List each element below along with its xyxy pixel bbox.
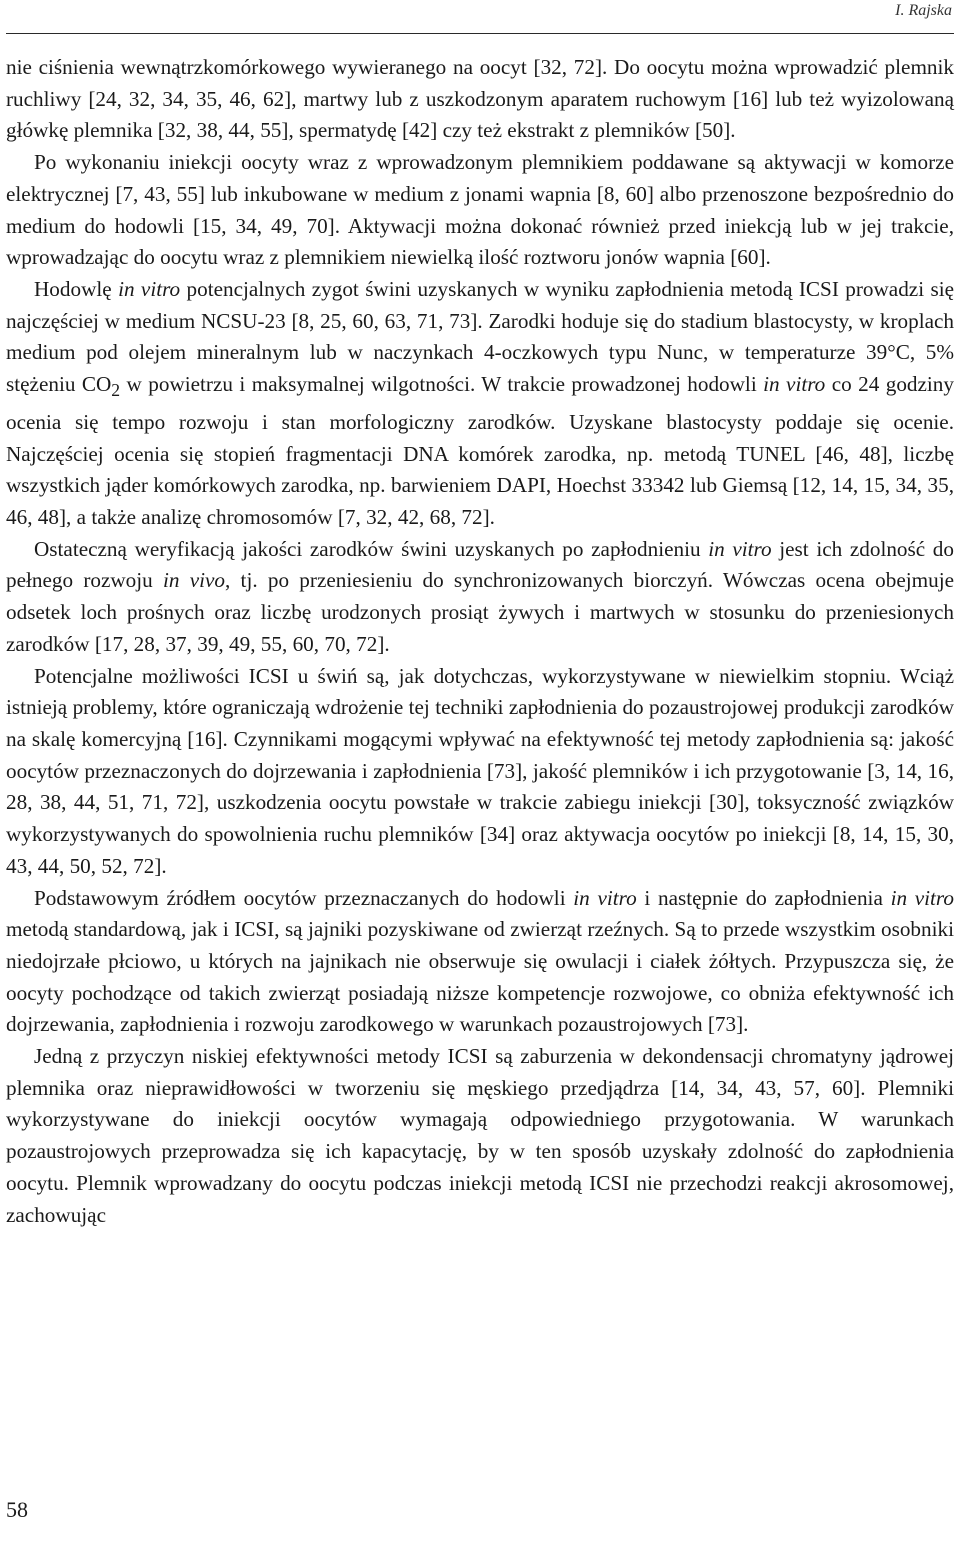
paragraph: [6, 147, 954, 274]
text-run: jest ich zdolność do pełnego rozwoju: [6, 536, 954, 593]
text-run: w powietrzu i maksymalnej wilgotności. W trakcie prowadzonej hodowli: [120, 372, 764, 397]
text-run: metodą standardową, jak i ICSI, są jajniki pozyskiwane od zwierząt rzeźnych. Są to przede wszystkim osobniki niedojrzałe płciowo, u których na jajnikach nie obserwuje się owulacji i ciałek żółtych. Przypuszcza się, że oocyty pochodzące od takich zwierząt posiadają niższe kompetencje rozwojowe, co obniża efektywność ich dojrzewania, zapłodnienia i rozwoju zarodkowego w warunkach pozaustrojowych [73].: [6, 917, 954, 1037]
italic-term: in vitro: [573, 885, 637, 910]
page-number: 58: [6, 1497, 28, 1522]
header-rule: [6, 33, 954, 34]
text-run: Ostateczną weryfikacją jakości zarodków świni uzyskanych po zapłodnieniu: [34, 536, 709, 561]
paragraph: [6, 534, 954, 661]
paragraph: [6, 661, 954, 883]
italic-term: in vitro: [118, 276, 181, 301]
paragraph: [6, 1041, 954, 1231]
subscript: 2: [111, 380, 121, 401]
italic-term: in vitro: [890, 885, 954, 910]
text-run: Jedną z przyczyn niskiej efektywności metody ICSI są zaburzenia w dekondensacji chromatyny jądrowej plemnika oraz nieprawidłowości w tworzeniu się męskiego przedjądrza [14, 34, 43, 57, 60]. Plemniki wykorzystywane do iniekcji oocytów wymagają odpowiedniego przygotowania. W warunkach pozaustrojowych przeprowadza się ich kapacytację, by w ten sposób uzyskały zdolność do zapłodnienia oocytu. Plemnik wprowadzany do oocytu podczas iniekcji metodą ICSI nie przechodzi reakcji akrosomowej, zachowując: [6, 1044, 954, 1227]
italic-term: in vivo: [163, 568, 226, 593]
paragraph: [6, 883, 954, 1042]
paragraph: [6, 274, 954, 534]
italic-term: in vitro: [708, 536, 772, 561]
text-run: i następnie do zapłodnienia: [636, 885, 891, 910]
text-run: co 24 godziny ocenia się tempo rozwoju i stan morfologiczny zarodków. Uzyskane blastocysty poddaje się ocenie. Najczęściej ocenia się stopień fragmentacji DNA komórek zarodka, np. metodą TUNEL [46, 48], liczbę wszystkich jąder komórkowych zarodka, np. barwieniem DAPI, Hoechst 33342 lub Giemsą [12, 14, 15, 34, 35, 46, 48], a także analizę chromosomów [7, 32, 42, 68, 72].: [6, 372, 954, 530]
text-run: Potencjalne możliwości ICSI u świń są, jak dotychczas, wykorzystywane w niewielkim stopniu. Wciąż istnieją problemy, które ograniczają wdrożenie tej techniki zapłodnienia do pozaustrojowej produkcji zarodków na skalę komercyjną [16]. Czynnikami mogącymi wpływać na efektywność tej metody zapłodnienia są: jakość oocytów przeznaczonych do dojrzewania i zapłodnienia [73], jakość plemników i ich przygotowanie [3, 14, 16, 28, 38, 44, 51, 71, 72], uszkodzenia oocytu powstałe w trakcie zabiegu iniekcji [30], toksyczność związków wykorzystywanych do spowolnienia ruchu plemników [34] oraz aktywacja oocytów po iniekcji [8, 14, 15, 30, 43, 44, 50, 52, 72].: [6, 663, 954, 878]
italic-term: in vitro: [763, 372, 826, 397]
text-run: , tj. po przeniesieniu do synchronizowanych biorczyń. Wówczas ocena obejmuje odsetek loch prośnych oraz liczbę urodzonych prosiąt żywych i martwych w stosunku do przeniesionych zarodków [17, 28, 37, 39, 49, 55, 60, 70, 72].: [6, 568, 954, 656]
text-run: Podstawowym źródłem oocytów przeznaczanych do hodowli: [34, 885, 574, 910]
running-head: I. Rajska: [895, 2, 952, 19]
text-run: Po wykonaniu iniekcji oocyty wraz z wprowadzonym plemnikiem poddawane są aktywacji w komorze elektrycznej [7, 43, 55] lub inkubowane w medium z jonami wapnia [8, 60] albo przenoszone bezpośrednio do medium do hodowli [15, 34, 49, 70]. Aktywacji można dokonać również przed iniekcją lub w jej trakcie, wprowadzając do oocytu wraz z plemnikiem niewielką ilość roztworu jonów wapnia [60].: [6, 150, 954, 270]
text-run: nie ciśnienia wewnątrzkomórkowego wywieranego na oocyt [32, 72]. Do oocytu można wprowadzić plemnik ruchliwy [24, 32, 34, 35, 46, 62], martwy lub z uszkodzonym aparatem ruchowym [16] lub też wyizolowaną główkę plemnika [32, 38, 44, 55], spermatydę [42] czy też ekstrakt z plemników [50].: [6, 55, 954, 143]
text-run: Hodowlę: [34, 276, 119, 301]
text-run: potencjalnych zygot świni uzyskanych w wyniku zapłodnienia metodą ICSI prowadzi się najczęściej w medium NCSU-23 [8, 25, 60, 63, 71, 73]. Zarodki hoduje się do stadium blastocysty, w kroplach medium pod olejem mineralnym lub w naczynkach 4-oczkowych typu Nunc, w temperaturze 39°C, 5% stężeniu CO: [6, 276, 954, 397]
article-body: [6, 52, 954, 1231]
paragraph: [6, 52, 954, 147]
